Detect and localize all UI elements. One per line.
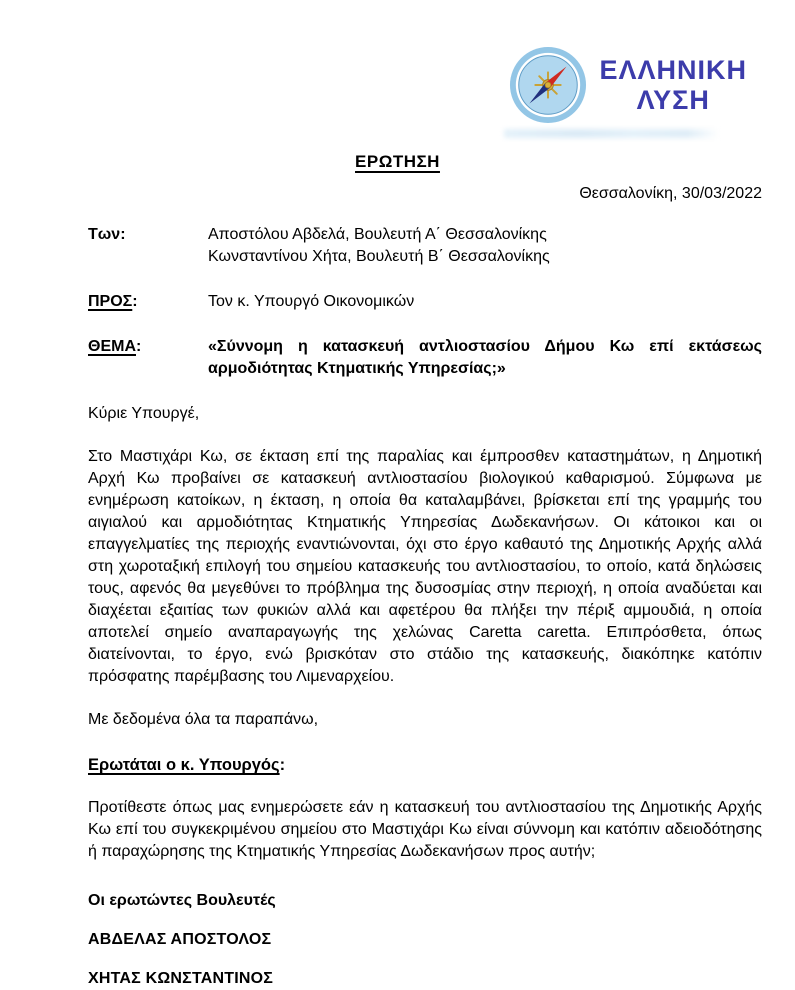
letter-body — [88, 403, 762, 990]
recipients-section — [88, 224, 762, 380]
subject-row — [88, 336, 762, 380]
from-value — [208, 224, 762, 268]
party-logo — [0, 0, 795, 138]
document-title: ΕΡΩΤΗΣΗ — [355, 152, 440, 171]
party-name — [599, 55, 747, 115]
body-paragraph: Στο Μαστιχάρι Κω, σε έκταση επί της παραλίας και έμπροσθεν καταστημάτων, η Δημοτική Αρχή Κω προβαίνει σε κατασκευή αντλιοστασίου βιολογικού καθαρισμού. Σύμφωνα με ενημέρωση κατοίκων, η έκταση, η οποία θα καταλαμβάνει, βρίσκεται επί της γραμμής του αιγιαλού και αρμοδιότητας Κτηματικής Υπηρεσίας Δωδεκανήσων. Οι κάτοικοι και οι επαγγελματίες της περιοχής εναντιώνονται, όχι στο έργο καθαυτό της Δημοτικής Αρχής αλλά στη χωροταξική επιλογή του σημείου κατασκευής του αντλιοστασίου, το οποίο, κατά δηλώσεις τους, αφενός θα μεγεθύνει το πρόβλημα της δυσοσμίας στην περιοχή, η οποία αναδύεται και διαχέεται εξαιτίας των φυκιών αλλά και αφετέρου θα πλήξει την πέριξ αμμουδιά, η οποία αποτελεί σημείο αναπαραγωγής της χελώνας Caretta caretta. Επιπρόσθετα, όπως διατείνονται, το έργο, ενώ βρισκόταν στο στάδιο της κατασκευής, διακόπηκε κατόπιν πρόσφατης παρέμβασης του Λιμεναρχείου. — [88, 448, 762, 685]
question-heading: Ερωτάται ο κ. Υπουργός: — [88, 756, 286, 774]
party-name-line1: ΕΛΛΗΝΙΚΗ — [599, 54, 747, 85]
salutation: Κύριε Υπουργέ, — [88, 405, 200, 422]
date-line: Θεσσαλονίκη, 30/03/2022 — [579, 185, 762, 202]
signature-name: ΑΒΔΕΛΑΣ ΑΠΟΣΤΟΛΟΣ — [88, 931, 272, 948]
to-value: Τον κ. Υπουργό Οικονομικών — [208, 293, 415, 310]
signature-name: ΧΗΤΑΣ ΚΩΝΣΤΑΝΤΙΝΟΣ — [88, 970, 274, 987]
signatures-heading: Οι ερωτώντες Βουλευτές — [88, 892, 276, 909]
logo-watermark — [504, 129, 719, 138]
from-line: Αποστόλου Αβδελά, Βουλευτή Α΄ Θεσσαλονίκης — [208, 226, 547, 243]
subject-value: «Σύννομη η κατασκευή αντλιοστασίου Δήμου Κω επί εκτάσεως αρμοδιότητας Κτηματικής Υπηρεσίας;» — [208, 338, 762, 377]
subject-label: ΘΕΜΑ: — [88, 338, 142, 355]
from-label: Των: — [88, 226, 126, 243]
party-name-line2: ΛΥΣΗ — [636, 85, 710, 115]
question-paragraph: Προτίθεστε όπως μας ενημερώσετε εάν η κατασκευή του αντλιοστασίου της Δημοτικής Αρχής Κω επί του συγκεκριμένου σημείου στο Μαστιχάρι Κω είναι σύννομη και κατόπιν αδειοδότησης ή παραχώρησης της Κτηματικής Υπηρεσίας Δωδεκανήσων προς αυτήν; — [88, 799, 762, 860]
compass-icon — [509, 46, 587, 124]
to-row — [88, 291, 762, 313]
from-row — [88, 224, 762, 268]
transition-line: Με δεδομένα όλα τα παραπάνω, — [88, 711, 319, 728]
to-label: ΠΡΟΣ: — [88, 293, 138, 310]
from-line: Κωνσταντίνου Χήτα, Βουλευτή Β΄ Θεσσαλονίκης — [208, 248, 550, 265]
